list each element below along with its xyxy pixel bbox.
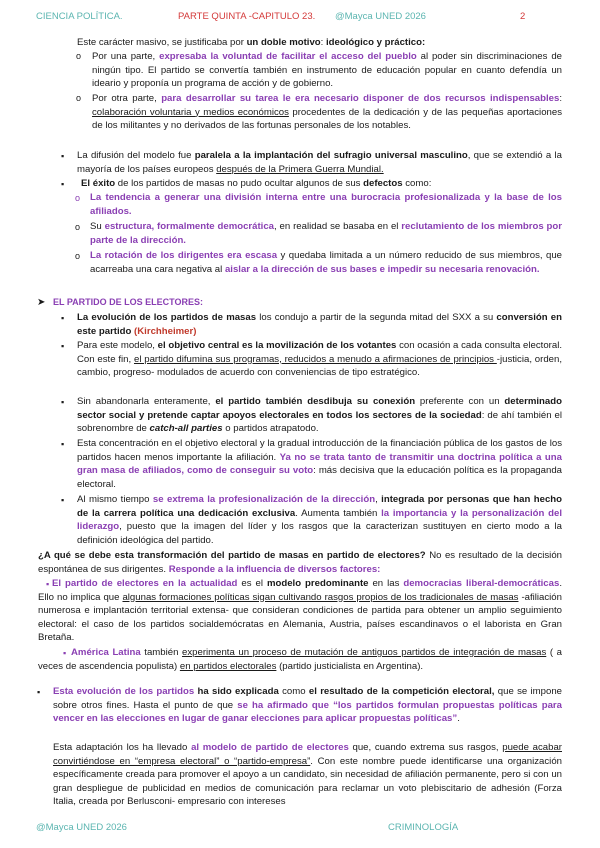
paragraph-recursos: Por otra parte, para desarrollar su tarea le era necesario disponer de dos recursos indispensables: colaboración voluntaria y medios económicos procedentes de la dedicación y de las pequeñas aportaciones de los militantes y no derivados de las fortunas personales de los notables.: [92, 93, 562, 132]
hollow-bullet: o: [76, 51, 82, 61]
paragraph-pregunta: ¿A qué se debe esta transformación del partido de masas en partido de electores? No es resultado de la decisión espontánea de sus dirigentes. Responde a la influencia de diversos factores:: [38, 550, 562, 575]
hollow-bullet: o: [75, 222, 81, 232]
paragraph-rotacion: La rotación de los dirigentes era escasa y quedaba limitada a un número reducido de sus miembros, que acarreaba una cara negativa al aislar a la dirección de sus bases e impedir su necesaria renovación.: [90, 250, 563, 275]
square-bullet: ▪: [61, 341, 65, 351]
hollow-bullet: o: [75, 251, 81, 261]
section-title-partido-electores: EL PARTIDO DE LOS ELECTORES:: [53, 297, 204, 307]
paragraph-evolucion: La evolución de los partidos de masas los condujo a partir de la segunda mitad del SXX a su conversión en este partido (Kirchheimer): [77, 312, 562, 337]
paragraph-profesionalizacion: Al mismo tiempo se extrema la profesionalización de la dirección, integrada por personas que han hecho de la carrera política una dedicación exclusiva. Aumenta también la importancia y la personalización del liderazgo, puesto que la imagen del líder y los rasgos que la caracterizan sustituyen en cierto modo a la definición ideológica del partido.: [77, 494, 563, 546]
square-bullet: ▪: [61, 495, 65, 505]
hollow-bullet: o: [75, 193, 81, 203]
header-author: @Mayca UNED 2026: [335, 11, 426, 22]
paragraph-doble-motivo: Este carácter masivo, se justificaba por un doble motivo: ideológico y práctico:: [77, 37, 426, 48]
paragraph-defectos: El éxito de los partidos de masas no pudo ocultar algunos de sus defectos como:: [81, 178, 432, 189]
paragraph-movilizacion: Para este modelo, el objetivo central es la movilización de los votantes con ocasión a cada consulta electoral. Con este fin, el partido difumina sus programas, reducidos a menudo a afirmaciones de principios -justicia, orden, cambio, progreso- modulados de acuerdo con conveniencias de tipo estratégico.: [77, 340, 562, 379]
paragraph-burocracia: La tendencia a generar una división interna entre una burocracia profesionalizada y la base de los afiliados.: [90, 192, 562, 217]
paragraph-competicion-electoral: Esta evolución de los partidos ha sido explicada como el resultado de la competición electoral, que se impone sobre otros fines. Hasta el punto de que se ha afirmado que “los partidos formulan propuestas políticas para vencer en las elecciones en lugar de ganar elecciones para aplicar propuestas políticas”.: [53, 686, 563, 725]
square-bullet: ▪: [61, 439, 65, 449]
header-course: CIENCIA POLÍTICA.: [36, 11, 123, 22]
square-bullet: ▪: [61, 151, 65, 161]
small-square-bullet: ▪: [46, 579, 50, 589]
arrow-bullet: ➤: [37, 297, 46, 308]
square-bullet: ▪: [37, 687, 41, 697]
footer-subject: CRIMINOLOGÍA: [388, 822, 459, 833]
paragraph-partido-empresa: Esta adaptación los ha llevado al modelo de partido de electores que, cuando extrema sus rasgos, puede acabar convirtiéndose en “empresa electoral” o “partido-empresa”. Con este nombre puede identificarse una organización específicamente creada para promover el apoyo a un candidato, sin necesidad de afiliación permanente, pero si con un gran despliegue de publicidad en medios de comunicación para reclamar un voto plebiscitario de adhesión (Forza Italia, creada por Berlusconi- empresario con intereses: [53, 742, 562, 808]
square-bullet: ▪: [61, 313, 65, 323]
hollow-bullet: o: [76, 93, 82, 103]
paragraph-afiliacion: Esta concentración en el objetivo electoral y la gradual introducción de la financiación pública de los gastos de los partidos hacen menos importante la afiliación. Ya no se trata tanto de transmitir una doctrina política a una gran masa de afiliados, como de conseguir su voto: más decisiva que la educación política es la propaganda electoral.: [77, 438, 562, 490]
footer-author: @Mayca UNED 2026: [36, 822, 127, 833]
small-square-bullet: ▪: [63, 648, 67, 658]
header-part: PARTE QUINTA -CAPITULO 23.: [178, 11, 316, 22]
paragraph-catch-all: Sin abandonarla enteramente, el partido también desdibuja su conexión preferente con un determinado sector social y pretende captar apoyos electorales en todos los sectores de la sociedad: de ahí también el sobrenombre de catch-all parties o partidos atrapatodo.: [77, 396, 562, 435]
paragraph-acceso-pueblo: Por una parte, expresaba la voluntad de facilitar el acceso del pueblo al poder sin discriminaciones de ningún tipo. El partido se convertía también en instrumento de educación popular en cuanto defendía un ideario y proponía un programa de acción y de gobierno.: [92, 51, 562, 90]
paragraph-estructura: Su estructura, formalmente democrática, en realidad se basaba en el reclutamiento de los miembros por parte de la dirección.: [90, 221, 563, 246]
paragraph-modelo-predominante: El partido de electores en la actualidad es el modelo predominante en las democracias liberal-democráticas. Ello no implica que algunas formaciones políticas sigan cultivando rasgos propios de los tradicionales de masas -afiliación numerosa e implantación territorial extensa- que consideran condiciones de partida para obtener un amplio seguimiento electoral: el caso de los partidos socialdemócratas en Alemania, Austria, países escandinavos o el laborista en Gran Bretaña.: [38, 578, 562, 644]
square-bullet: ▪: [61, 397, 65, 407]
paragraph-america-latina: América Latina también experimenta un proceso de mutación de antiguos partidos de integración de masas ( a veces de ascendencia populista) en partidos electorales (partido justicialista en Argentina).: [38, 647, 562, 672]
header-page-number: 2: [520, 11, 526, 22]
square-bullet: ▪: [61, 179, 65, 189]
paragraph-sufragio: La difusión del modelo fue paralela a la implantación del sufragio universal masculino, que se extendió a la mayoría de los países europeos después de la Primera Guerra Mundial.: [77, 150, 562, 175]
